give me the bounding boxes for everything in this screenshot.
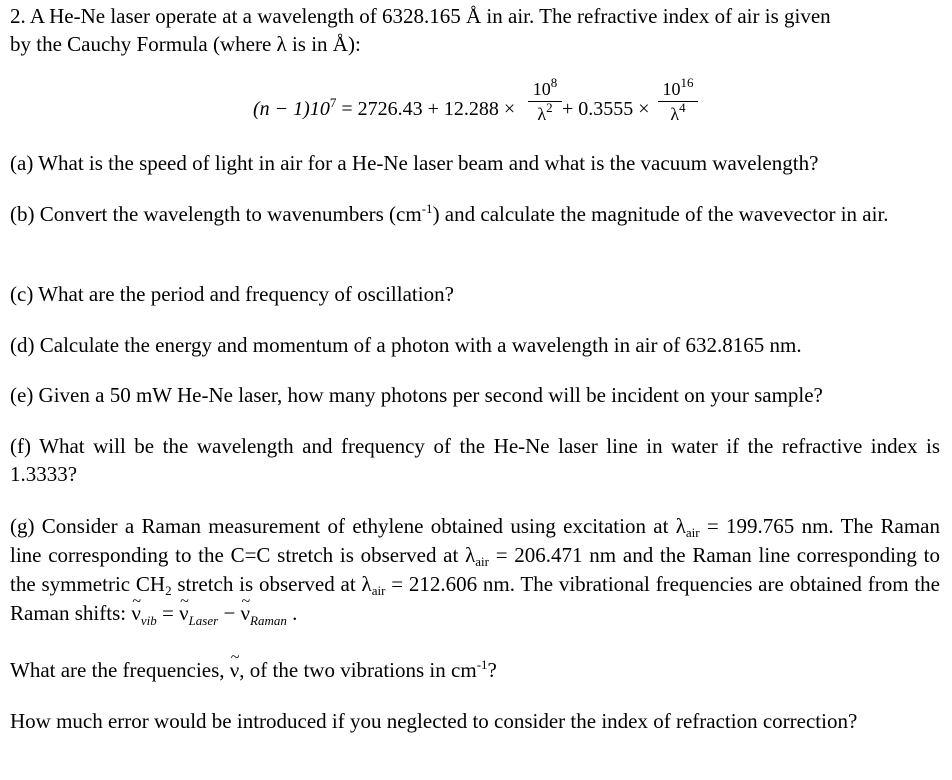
nu-raman-symbol: ~ ν [241,599,251,628]
equation-fraction-1 [528,75,562,125]
fraction-1-den-exp: 2 [546,100,553,115]
part-e: (e) Given a 50 mW He-Ne laser, how many photons per second will be incident on your sample? [10,383,823,407]
nu-vib-subscript: vib [140,613,157,628]
part-b-text-1: (b) Convert the wavelength to wavenumbers (cm [10,202,422,226]
intro-line-1: 2. A He-Ne laser operate at a wavelength of 6328.165 Å in air. The refractive index of air is given [10,4,831,28]
fraction-2-den-exp: 4 [679,100,686,115]
part-g-air-3: air [371,583,386,598]
part-g-air-1: air [685,525,700,540]
fraction-1-num-base: 10 [532,79,551,99]
raman-end: . [286,601,298,625]
fraction-2-den-base: λ [670,104,680,124]
problem-intro [10,2,940,58]
fraction-1-denominator [528,100,562,125]
nu-vib-symbol: ~ ν [131,599,141,628]
intro-line-2: by the Cauchy Formula (where λ is in Å): [10,32,361,56]
fraction-2-numerator [658,75,698,100]
fraction-2-num-exp: 16 [680,75,694,90]
part-d: (d) Calculate the energy and momentum of a photon with a wavelength in air of 632.8165 nm. [10,333,802,357]
raman-minus-sign: − [218,601,241,625]
question-frequencies-text-1: What are the frequencies, [10,658,230,682]
part-g-text-1: (g) Consider a Raman measurement of ethylene obtained using excitation at λ [10,514,686,538]
part-c: (c) What are the period and frequency of oscillation? [10,282,454,306]
part-g [10,512,940,628]
equation-middle: + 0.3555 × [562,98,650,120]
question-frequencies-superscript: -1 [476,657,488,672]
equation-fraction-2 [658,75,698,125]
part-b-superscript: -1 [421,201,433,216]
fraction-1-den-base: λ [537,104,547,124]
part-g-text-3: = 206.471 nm and the Raman line corresponding to the symmetric CH [10,543,940,596]
part-b [10,200,940,228]
part-a: (a) What is the speed of light in air for a He-Ne laser beam and what is the vacuum wavelength? [10,151,819,175]
nu-raman-subscript: Raman [250,613,287,628]
fraction-1-bar [528,101,562,102]
part-g-ch2-subscript: 2 [165,583,172,598]
question-frequencies [10,656,940,684]
nu-laser-symbol: ~ ν [179,599,189,628]
part-g-text-2: = 199.765 nm. The Raman line corresponding to the C=C stretch is observed at λ [10,514,940,567]
question-frequencies-text-2: , of the two vibrations in cm [239,658,477,682]
part-g-air-2: air [475,554,489,569]
fraction-1-numerator [528,75,562,100]
question-frequencies-end: ? [487,658,497,682]
raman-eq-sign: = [156,601,180,625]
nu-laser-subscript: Laser [188,613,219,628]
part-b-text-2: ) and calculate the magnitude of the wavevector in air. [432,202,889,226]
equation-lhs-exponent: 7 [329,95,337,110]
part-g-text-5: = 212.606 nm. The vibrational frequencies are obtained from the Raman shifts: [10,572,940,625]
part-f: (f) What will be the wavelength and frequency of the He-Ne laser line in water if the refractive index is 1.3333? [10,434,940,486]
cauchy-equation [0,75,952,138]
fraction-1-num-exp: 8 [550,75,558,90]
fraction-2-denominator [658,100,698,125]
question-error: How much error would be introduced if you neglected to consider the index of refraction correction? [10,709,858,733]
fraction-2-bar [658,101,698,102]
equation-rhs-start: = 2726.43 + 12.288 × [336,98,516,120]
nu-symbol: ~ ν [230,656,240,684]
fraction-2-num-base: 10 [662,79,681,99]
part-g-text-4: stretch is observed at λ [171,572,372,596]
equation-lhs-paren: (n − 1)10 [253,98,330,120]
equation-lhs [253,95,515,123]
